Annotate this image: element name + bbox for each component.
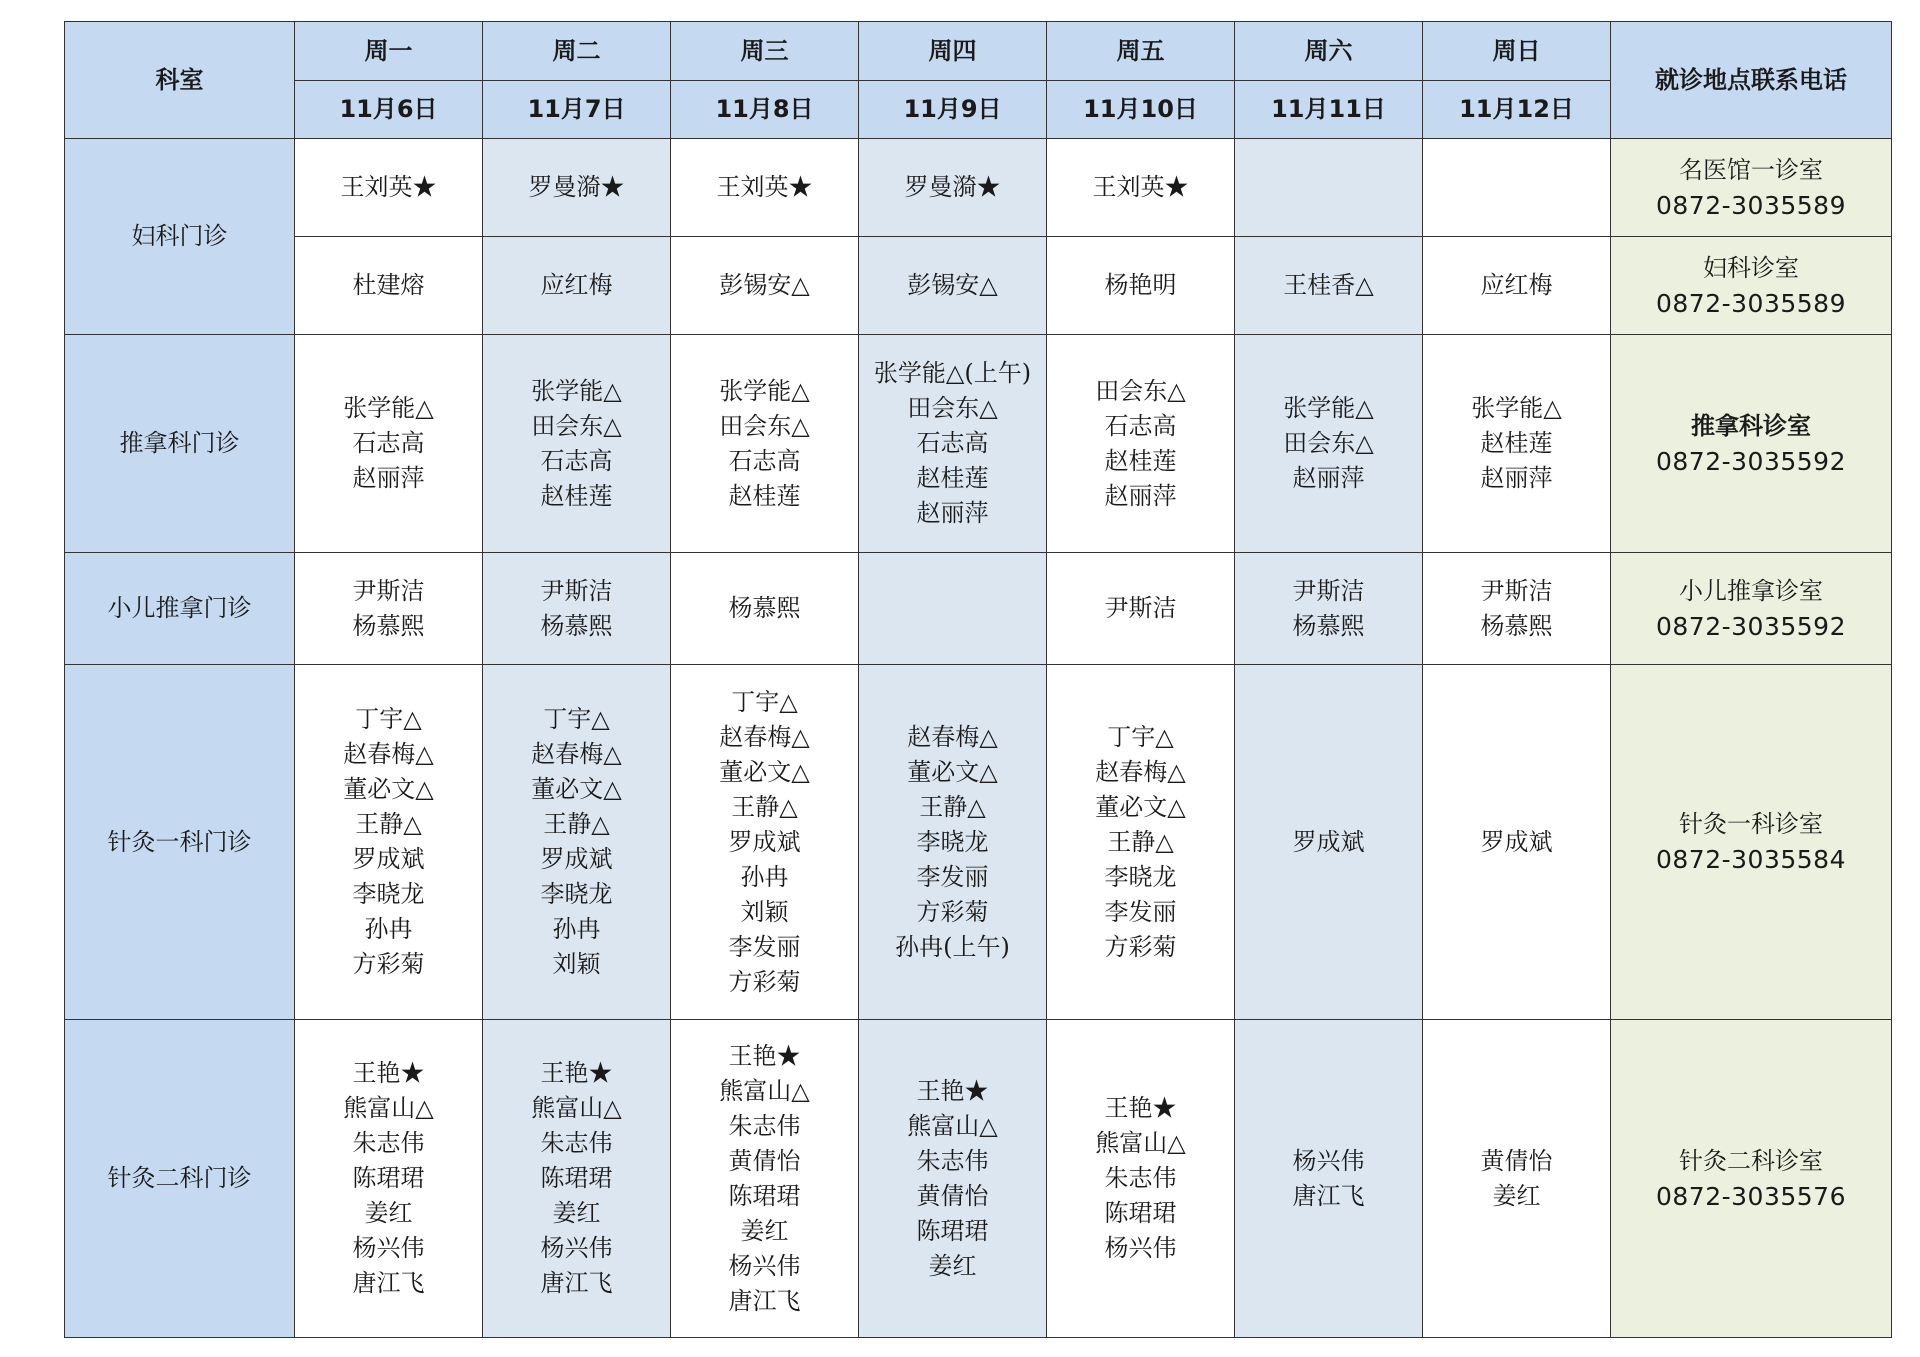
row-acupuncture-2 (65, 1020, 1892, 1338)
doctor-name: 赵桂莲 (540, 481, 613, 510)
doctor-name: 姜红 (552, 1199, 601, 1227)
doctor-name: 丁宇△ (543, 705, 610, 733)
doctor-name: 王静△ (1107, 827, 1174, 856)
doctor-name: 杨慕熙 (1480, 611, 1553, 640)
doctor-name: 熊富山△ (531, 1094, 622, 1122)
doctor-cell (859, 553, 1047, 665)
doctor-cell (671, 1020, 859, 1338)
phone-number: 0872-3035592 (1656, 446, 1846, 476)
doctor-name: 朱志伟 (728, 1111, 801, 1140)
doctor-name: 唐江飞 (352, 1269, 425, 1297)
doctor-cell (1235, 553, 1423, 665)
phone-number: 0872-3035589 (1656, 288, 1846, 318)
doctor-name: 罗成斌 (728, 827, 801, 856)
doctor-name: 李晓龙 (916, 827, 989, 856)
doctor-name: 方彩菊 (1104, 932, 1177, 961)
location-cell (1611, 237, 1892, 335)
doctor-name: 尹斯洁 (352, 576, 425, 605)
doctor-cell (1047, 1020, 1235, 1338)
doctor-cell: 杨艳明 (1047, 237, 1235, 335)
doctor-name: 赵春梅△ (907, 722, 998, 751)
doctor-name: 尹斯洁 (1104, 594, 1177, 622)
doctor-name: 尹斯洁 (540, 576, 613, 605)
doctor-name: 赵丽萍 (352, 464, 425, 492)
doctor-cell: 应红梅 (1423, 237, 1611, 335)
location-cell (1611, 665, 1892, 1020)
header-weekday: 周三 (671, 22, 859, 81)
doctor-name: 孙冉 (740, 862, 789, 891)
header-date: 11月8日 (671, 81, 859, 139)
phone-number: 0872-3035592 (1656, 611, 1846, 641)
doctor-name: 董必文△ (907, 757, 998, 786)
header-date: 11月12日 (1423, 81, 1611, 139)
doctor-cell (1235, 665, 1423, 1020)
doctor-name: 黄倩怡 (1480, 1146, 1553, 1175)
header-weekday: 周二 (483, 22, 671, 81)
header-weekday: 周六 (1235, 22, 1423, 81)
doctor-name: 杨兴伟 (352, 1234, 425, 1262)
doctor-name: 孙冉(上午) (895, 932, 1010, 961)
doctor-cell: 王刘英★ (671, 139, 859, 237)
doctor-name: 陈珺珺 (540, 1164, 613, 1192)
doctor-name: 李发丽 (728, 932, 801, 961)
doctor-name: 杨慕熙 (540, 611, 613, 640)
doctor-name: 赵桂莲 (728, 481, 801, 510)
doctor-name: 熊富山△ (343, 1094, 434, 1122)
doctor-name: 熊富山△ (907, 1111, 998, 1140)
room-name: 推拿科诊室 (1691, 411, 1811, 440)
header-weekday: 周日 (1423, 22, 1611, 81)
doctor-cell: 彭锡安△ (671, 237, 859, 335)
doctor-name: 朱志伟 (540, 1129, 613, 1157)
row-acupuncture-1 (65, 665, 1892, 1020)
doctor-name: 姜红 (928, 1251, 977, 1280)
doctor-cell (671, 665, 859, 1020)
doctor-name: 石志高 (916, 429, 989, 457)
row-gyn-sub2 (65, 237, 1892, 335)
doctor-name: 尹斯洁 (1292, 576, 1365, 605)
doctor-name: 唐江飞 (1292, 1181, 1365, 1210)
room-name: 针灸一科诊室 (1679, 810, 1823, 838)
doctor-cell (671, 553, 859, 665)
doctor-cell: 彭锡安△ (859, 237, 1047, 335)
doctor-cell (1047, 553, 1235, 665)
doctor-name: 王静△ (919, 792, 986, 821)
doctor-cell (483, 553, 671, 665)
doctor-cell (1423, 1020, 1611, 1338)
header-weekday: 周一 (295, 22, 483, 81)
doctor-cell: 罗曼漪★ (859, 139, 1047, 237)
header-date: 11月6日 (295, 81, 483, 139)
doctor-name: 熊富山△ (719, 1076, 810, 1105)
doctor-name: 杨慕熙 (352, 611, 425, 640)
doctor-name: 李晓龙 (352, 880, 425, 908)
doctor-name: 黄倩怡 (916, 1181, 989, 1210)
doctor-name: 张学能△ (719, 376, 810, 405)
doctor-name: 朱志伟 (1104, 1164, 1177, 1192)
doctor-cell (483, 1020, 671, 1338)
doctor-name: 赵春梅△ (1095, 757, 1186, 786)
doctor-name: 赵桂莲 (916, 464, 989, 492)
clinic-schedule-table (64, 21, 1892, 1338)
doctor-name: 罗成斌 (1480, 827, 1553, 856)
doctor-name: 姜红 (1492, 1181, 1541, 1210)
header-date: 11月9日 (859, 81, 1047, 139)
doctor-cell (1235, 335, 1423, 553)
doctor-name: 孙冉 (552, 915, 601, 943)
doctor-name: 陈珺珺 (728, 1181, 801, 1210)
doctor-name: 石志高 (728, 446, 801, 475)
doctor-name: 罗成斌 (352, 845, 425, 873)
doctor-cell (483, 665, 671, 1020)
header-date: 11月7日 (483, 81, 671, 139)
doctor-name: 赵丽萍 (1480, 464, 1553, 492)
doctor-name: 董必文△ (343, 775, 434, 803)
doctor-name: 刘颖 (740, 897, 789, 926)
doctor-name: 石志高 (540, 446, 613, 475)
doctor-name: 朱志伟 (352, 1129, 425, 1157)
header-location: 就诊地点联系电话 (1611, 22, 1892, 139)
doctor-name: 王艳★ (728, 1041, 801, 1070)
doctor-name: 李发丽 (916, 862, 989, 891)
doctor-cell (1423, 335, 1611, 553)
row-tuina (65, 335, 1892, 553)
doctor-name: 陈珺珺 (916, 1216, 989, 1245)
doctor-name: 赵桂莲 (1104, 446, 1177, 475)
doctor-name: 董必文△ (719, 757, 810, 786)
phone-number: 0872-3035589 (1656, 190, 1846, 220)
header-weekday: 周四 (859, 22, 1047, 81)
doctor-name: 唐江飞 (540, 1269, 613, 1297)
doctor-name: 方彩菊 (916, 897, 989, 926)
room-name: 妇科诊室 (1703, 253, 1799, 282)
room-name: 小儿推拿诊室 (1679, 576, 1823, 605)
doctor-name: 王静△ (543, 810, 610, 838)
doctor-name: 张学能△ (1283, 394, 1374, 422)
doctor-cell (295, 335, 483, 553)
doctor-name: 赵丽萍 (1104, 481, 1177, 510)
doctor-cell (1423, 665, 1611, 1020)
dept-gyn: 妇科门诊 (65, 139, 295, 335)
header-dept: 科室 (65, 22, 295, 139)
doctor-cell: 王刘英★ (295, 139, 483, 237)
doctor-name: 熊富山△ (1095, 1129, 1186, 1157)
doctor-name: 王静△ (731, 792, 798, 821)
doctor-cell (295, 1020, 483, 1338)
doctor-name: 孙冉 (364, 915, 413, 943)
doctor-name: 王艳★ (352, 1059, 425, 1087)
doctor-name: 王艳★ (1104, 1094, 1177, 1122)
doctor-name: 杨兴伟 (540, 1234, 613, 1262)
doctor-name: 黄倩怡 (728, 1146, 801, 1175)
phone-number: 0872-3035576 (1656, 1181, 1846, 1211)
doctor-cell: 杜建熔 (295, 237, 483, 335)
doctor-name: 杨兴伟 (1292, 1146, 1365, 1175)
doctor-cell (1423, 139, 1611, 237)
doctor-name: 李晓龙 (1104, 862, 1177, 891)
doctor-cell: 罗曼漪★ (483, 139, 671, 237)
header-row-weekdays (65, 22, 1892, 81)
doctor-cell (295, 665, 483, 1020)
row-child-tuina (65, 553, 1892, 665)
doctor-cell (1235, 1020, 1423, 1338)
header-date: 11月10日 (1047, 81, 1235, 139)
doctor-name: 朱志伟 (916, 1146, 989, 1175)
location-cell (1611, 139, 1892, 237)
doctor-name: 杨慕熙 (728, 594, 801, 622)
doctor-cell (1047, 665, 1235, 1020)
doctor-name: 张学能△ (343, 394, 434, 422)
doctor-name: 陈珺珺 (352, 1164, 425, 1192)
doctor-name: 姜红 (740, 1216, 789, 1245)
doctor-cell (295, 553, 483, 665)
doctor-name: 田会东△ (531, 411, 622, 440)
row-gyn-sub1 (65, 139, 1892, 237)
doctor-name: 李晓龙 (540, 880, 613, 908)
doctor-name: 罗成斌 (1292, 827, 1365, 856)
doctor-name: 刘颖 (552, 950, 601, 978)
doctor-name: 田会东△ (907, 394, 998, 422)
doctor-name: 赵丽萍 (1292, 464, 1365, 492)
doctor-cell (859, 665, 1047, 1020)
doctor-cell (483, 335, 671, 553)
doctor-name: 张学能△(上午) (873, 359, 1032, 387)
doctor-name: 赵春梅△ (531, 740, 622, 768)
doctor-cell: 王刘英★ (1047, 139, 1235, 237)
room-name: 名医馆一诊室 (1679, 155, 1823, 184)
doctor-name: 丁宇△ (355, 705, 422, 733)
doctor-name: 方彩菊 (728, 967, 801, 996)
doctor-name: 杨兴伟 (728, 1251, 801, 1280)
doctor-cell (1047, 335, 1235, 553)
doctor-cell: 应红梅 (483, 237, 671, 335)
doctor-name: 张学能△ (531, 376, 622, 405)
doctor-name: 赵春梅△ (719, 722, 810, 751)
doctor-name: 丁宇△ (731, 687, 798, 716)
doctor-name: 赵春梅△ (343, 740, 434, 768)
doctor-name: 王艳★ (916, 1076, 989, 1105)
doctor-name: 田会东△ (1095, 376, 1186, 405)
location-cell (1611, 1020, 1892, 1338)
doctor-name: 杨兴伟 (1104, 1234, 1177, 1262)
doctor-name: 罗成斌 (540, 845, 613, 873)
location-cell (1611, 553, 1892, 665)
doctor-name: 杨慕熙 (1292, 611, 1365, 640)
doctor-cell (671, 335, 859, 553)
dept-child-tuina: 小儿推拿门诊 (65, 553, 295, 665)
header-weekday: 周五 (1047, 22, 1235, 81)
doctor-name: 田会东△ (719, 411, 810, 440)
header-date: 11月11日 (1235, 81, 1423, 139)
doctor-name: 赵桂莲 (1480, 429, 1553, 457)
dept-acupuncture-2: 针灸二科门诊 (65, 1020, 295, 1338)
doctor-cell (859, 335, 1047, 553)
doctor-name: 姜红 (364, 1199, 413, 1227)
location-cell (1611, 335, 1892, 553)
doctor-cell: 王桂香△ (1235, 237, 1423, 335)
doctor-name: 陈珺珺 (1104, 1199, 1177, 1227)
doctor-name: 王艳★ (540, 1059, 613, 1087)
room-name: 针灸二科诊室 (1679, 1146, 1823, 1175)
doctor-cell (1423, 553, 1611, 665)
doctor-name: 石志高 (1104, 411, 1177, 440)
doctor-name: 唐江飞 (728, 1286, 801, 1315)
phone-number: 0872-3035584 (1656, 845, 1846, 874)
doctor-name: 董必文△ (531, 775, 622, 803)
doctor-name: 赵丽萍 (916, 499, 989, 527)
doctor-name: 石志高 (352, 429, 425, 457)
doctor-cell (1235, 139, 1423, 237)
doctor-name: 李发丽 (1104, 897, 1177, 926)
doctor-cell (859, 1020, 1047, 1338)
dept-tuina: 推拿科门诊 (65, 335, 295, 553)
doctor-name: 方彩菊 (352, 950, 425, 978)
doctor-name: 王静△ (355, 810, 422, 838)
doctor-name: 丁宇△ (1107, 722, 1174, 751)
doctor-name: 张学能△ (1471, 394, 1562, 422)
doctor-name: 田会东△ (1283, 429, 1374, 457)
dept-acupuncture-1: 针灸一科门诊 (65, 665, 295, 1020)
doctor-name: 董必文△ (1095, 792, 1186, 821)
doctor-name: 尹斯洁 (1480, 576, 1553, 605)
